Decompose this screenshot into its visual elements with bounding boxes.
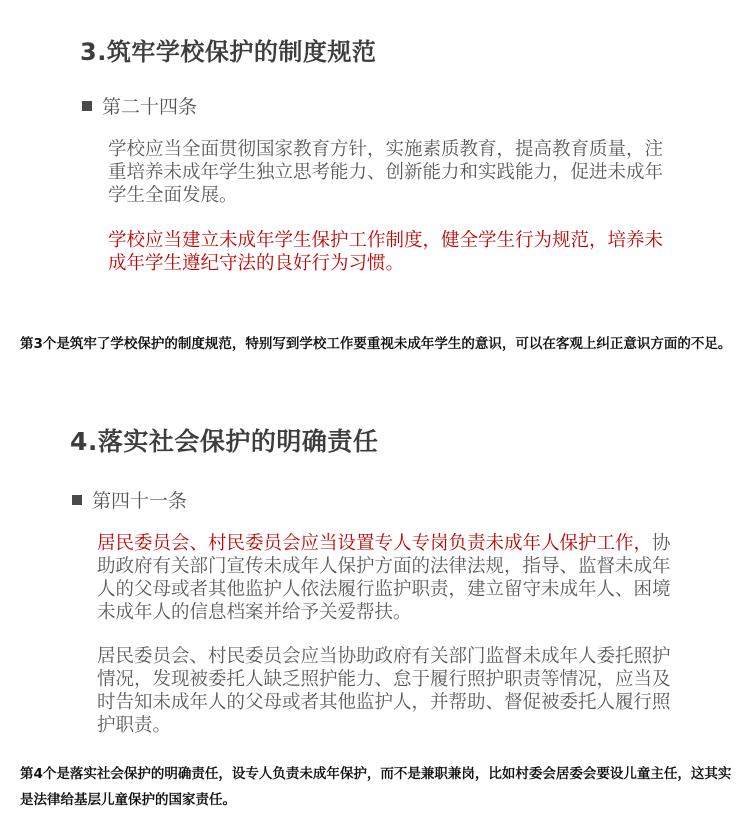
section4-paragraph-1 (97, 532, 687, 624)
section4-commentary: 第4个是落实社会保护的明确责任，设专人负责未成年保护，而不是兼职兼岗，比如村委会居委会要设儿童主任，这其实是法律给基层儿童保护的国家责任。 (20, 766, 732, 808)
section4-paragraph-2: 居民委员会、村民委员会应当协助政府有关部门监督未成年人委托照护情况，发现被委托人缺乏照护能力、怠于履行照护职责等情况，应当及时告知未成年人的父母或者其他监护人，并帮助、督促被委托人履行照护职责。 (97, 646, 671, 736)
section3-title: 3.筑牢学校保护的制度规范 (80, 38, 377, 66)
section3-article-row (82, 92, 197, 119)
square-bullet-icon (72, 495, 82, 505)
square-bullet-icon (82, 101, 92, 111)
section3-article-label: 第二十四条 (102, 96, 198, 118)
section4-article-label: 第四十一条 (92, 490, 188, 512)
section3-commentary: 第3个是筑牢了学校保护的制度规范，特别写到学校工作要重视未成年学生的意识，可以在客观上纠正意识方面的不足。 (20, 336, 732, 352)
section4-title: 4.落实社会保护的明确责任 (70, 427, 379, 456)
section4-article-row (72, 486, 187, 513)
section3-paragraph-1: 学校应当全面贯彻国家教育方针，实施素质教育，提高教育质量，注重培养未成年学生独立思考能力、创新能力和实践能力，促进未成年学生全面发展。 (108, 139, 664, 206)
section4-paragraph-1-highlight: 居民委员会、村民委员会应当设置专人专岗负责未成年人保护工作， (97, 533, 653, 554)
section3-paragraph-2: 学校应当建立未成年学生保护工作制度，健全学生行为规范，培养未成年学生遵纪守法的良好行为习惯。 (108, 230, 664, 274)
section4-paragraph-1-rest: 协助政府有关部门宣传未成年人保护方面的法律法规，指导、监督未成年人的父母或者其他监护人依法履行监护职责，建立留守未成年人、困境未成年人的信息档案并给予关爱帮扶。 (97, 533, 671, 623)
